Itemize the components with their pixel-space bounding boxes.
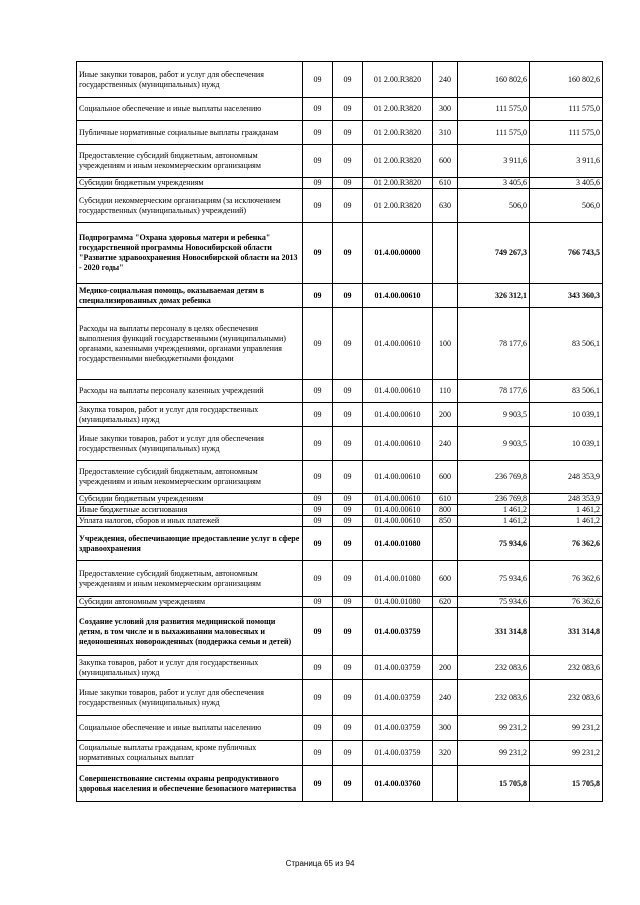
row-sum-year-2: 232 083,6 [530,656,603,680]
row-sum-year-1: 326 312,1 [458,284,530,308]
row-sum-year-2: 99 231,2 [530,741,603,766]
row-expense-type [433,527,458,561]
row-target-article: 01.4.00.00610 [363,505,433,516]
row-sum-year-2: 10 039,1 [530,427,603,461]
row-expense-type [433,284,458,308]
row-expense-type: 610 [433,494,458,505]
row-subsection: 09 [333,656,363,680]
row-sum-year-1: 75 934,6 [458,527,530,561]
row-subsection: 09 [333,516,363,527]
row-name: Иные бюджетные ассигнования [77,505,303,516]
row-sum-year-1: 111 575,0 [458,121,530,145]
row-sum-year-2: 1 461,2 [530,505,603,516]
row-target-article: 01.4.00.03759 [363,716,433,741]
row-section: 09 [303,656,333,680]
row-name: Закупка товаров, работ и услуг для государственных (муниципальных) нужд [77,656,303,680]
row-sum-year-1: 331 314,8 [458,608,530,656]
row-sum-year-1: 78 177,6 [458,380,530,403]
table-body [77,62,603,802]
row-section: 09 [303,284,333,308]
row-subsection: 09 [333,308,363,380]
row-expense-type: 600 [433,461,458,494]
table-row [77,189,603,223]
row-subsection: 09 [333,223,363,284]
row-expense-type: 310 [433,121,458,145]
row-sum-year-1: 236 769,8 [458,494,530,505]
row-sum-year-2: 10 039,1 [530,403,603,427]
row-expense-type: 320 [433,741,458,766]
row-section: 09 [303,145,333,178]
table-row [77,656,603,680]
row-sum-year-1: 3 911,6 [458,145,530,178]
row-expense-type: 850 [433,516,458,527]
table-row [77,766,603,802]
row-section: 09 [303,380,333,403]
row-name: Предоставление субсидий бюджетным, автономным учреждениям и иным некоммерческим организациям [77,461,303,494]
row-subsection: 09 [333,597,363,608]
row-name: Иные закупки товаров, работ и услуг для обеспечения государственных (муниципальных) нужд [77,62,303,98]
row-section: 09 [303,494,333,505]
row-sum-year-1: 99 231,2 [458,741,530,766]
table-row [77,741,603,766]
row-sum-year-2: 111 575,0 [530,121,603,145]
row-subsection: 09 [333,427,363,461]
row-sum-year-1: 232 083,6 [458,656,530,680]
row-sum-year-2: 506,0 [530,189,603,223]
table-row [77,505,603,516]
row-name: Подпрограмма "Охрана здоровья матери и ребенка" государственной программы Новосибирской области "Развитие здравоохранения Новосибирской области на 2013 - 2020 годы" [77,223,303,284]
row-section: 09 [303,527,333,561]
row-subsection: 09 [333,716,363,741]
row-sum-year-2: 76 362,6 [530,561,603,597]
row-target-article: 01 2.00.R3820 [363,98,433,121]
table-row [77,284,603,308]
row-sum-year-1: 506,0 [458,189,530,223]
table-row [77,516,603,527]
row-subsection: 09 [333,403,363,427]
row-section: 09 [303,178,333,189]
row-subsection: 09 [333,178,363,189]
row-target-article: 01 2.00.R3820 [363,62,433,98]
row-sum-year-2: 331 314,8 [530,608,603,656]
row-sum-year-1: 75 934,6 [458,597,530,608]
row-expense-type: 610 [433,178,458,189]
row-subsection: 09 [333,505,363,516]
table-row [77,62,603,98]
row-sum-year-2: 766 743,5 [530,223,603,284]
row-target-article: 01.4.00.01080 [363,527,433,561]
row-subsection: 09 [333,121,363,145]
row-expense-type: 600 [433,561,458,597]
budget-table [76,61,603,802]
row-name: Субсидии бюджетным учреждениям [77,494,303,505]
table-row [77,308,603,380]
row-section: 09 [303,403,333,427]
row-target-article: 01.4.00.00610 [363,403,433,427]
row-name: Расходы на выплаты персоналу в целях обеспечения выполнения функций государственными (муниципальными) органами, казенными учреждениями, органами управления государственными внебюджетными фондами [77,308,303,380]
row-sum-year-1: 1 461,2 [458,516,530,527]
row-expense-type: 200 [433,656,458,680]
row-section: 09 [303,516,333,527]
row-sum-year-2: 248 353,9 [530,494,603,505]
row-target-article: 01 2.00.R3820 [363,145,433,178]
row-sum-year-1: 236 769,8 [458,461,530,494]
row-name: Субсидии некоммерческим организациям (за исключением государственных (муниципальных) учреждений) [77,189,303,223]
row-expense-type: 100 [433,308,458,380]
table-row [77,380,603,403]
row-subsection: 09 [333,461,363,494]
row-section: 09 [303,716,333,741]
page-number: Страница 65 из 94 [285,859,355,868]
table-row [77,680,603,716]
row-sum-year-1: 78 177,6 [458,308,530,380]
row-target-article: 01.4.00.01080 [363,597,433,608]
row-sum-year-2: 76 362,6 [530,527,603,561]
row-name: Создание условий для развития медицинской помощи детям, в том числе и в выхаживании маловесных и недоношенных новорожденных (поддержка семьи и детей) [77,608,303,656]
row-section: 09 [303,597,333,608]
row-sum-year-1: 1 461,2 [458,505,530,516]
row-target-article: 01 2.00.R3820 [363,121,433,145]
row-name: Социальное обеспечение и иные выплаты населению [77,98,303,121]
row-subsection: 09 [333,741,363,766]
row-target-article: 01.4.00.00000 [363,223,433,284]
row-sum-year-2: 248 353,9 [530,461,603,494]
row-expense-type: 240 [433,62,458,98]
row-expense-type: 800 [433,505,458,516]
row-target-article: 01.4.00.00610 [363,284,433,308]
row-expense-type: 600 [433,145,458,178]
table-row [77,403,603,427]
row-target-article: 01.4.00.01080 [363,561,433,597]
table-row [77,98,603,121]
row-sum-year-2: 3 911,6 [530,145,603,178]
row-subsection: 09 [333,561,363,597]
row-expense-type: 240 [433,427,458,461]
row-expense-type: 300 [433,98,458,121]
row-sum-year-2: 99 231,2 [530,716,603,741]
table-row [77,716,603,741]
row-target-article: 01.4.00.00610 [363,494,433,505]
table-row [77,561,603,597]
table-row [77,494,603,505]
row-subsection: 09 [333,145,363,178]
row-section: 09 [303,505,333,516]
row-section: 09 [303,189,333,223]
row-section: 09 [303,766,333,802]
row-expense-type [433,766,458,802]
table-row [77,121,603,145]
row-sum-year-2: 15 705,8 [530,766,603,802]
row-target-article: 01.4.00.03759 [363,656,433,680]
row-target-article: 01.4.00.00610 [363,427,433,461]
row-subsection: 09 [333,380,363,403]
row-name: Субсидии автономным учреждениям [77,597,303,608]
row-sum-year-1: 111 575,0 [458,98,530,121]
row-subsection: 09 [333,527,363,561]
table-row [77,178,603,189]
row-target-article: 01.4.00.03759 [363,608,433,656]
row-sum-year-1: 9 903,5 [458,403,530,427]
row-target-article: 01.4.00.00610 [363,380,433,403]
row-name: Учреждения, обеспечивающие предоставление услуг в сфере здравоохранения [77,527,303,561]
row-expense-type: 240 [433,680,458,716]
row-sum-year-2: 160 802,6 [530,62,603,98]
row-name: Предоставление субсидий бюджетным, автономным учреждениям и иным некоммерческим организациям [77,145,303,178]
row-expense-type: 620 [433,597,458,608]
row-subsection: 09 [333,189,363,223]
row-subsection: 09 [333,608,363,656]
row-target-article: 01.4.00.00610 [363,516,433,527]
row-subsection: 09 [333,98,363,121]
row-expense-type: 110 [433,380,458,403]
table-row [77,223,603,284]
row-sum-year-2: 1 461,2 [530,516,603,527]
table-row [77,597,603,608]
row-section: 09 [303,741,333,766]
row-section: 09 [303,608,333,656]
row-sum-year-2: 76 362,6 [530,597,603,608]
row-expense-type [433,608,458,656]
row-section: 09 [303,62,333,98]
table-row [77,461,603,494]
row-name: Публичные нормативные социальные выплаты гражданам [77,121,303,145]
row-sum-year-2: 232 083,6 [530,680,603,716]
row-name: Медико-социальная помощь, оказываемая детям в специализированных домах ребенка [77,284,303,308]
row-target-article: 01.4.00.03759 [363,741,433,766]
row-sum-year-1: 232 083,6 [458,680,530,716]
row-sum-year-2: 111 575,0 [530,98,603,121]
row-sum-year-2: 343 360,3 [530,284,603,308]
row-target-article: 01.4.00.03760 [363,766,433,802]
row-subsection: 09 [333,680,363,716]
row-section: 09 [303,308,333,380]
row-section: 09 [303,223,333,284]
row-subsection: 09 [333,494,363,505]
row-sum-year-2: 83 506,1 [530,308,603,380]
row-name: Закупка товаров, работ и услуг для государственных (муниципальных) нужд [77,403,303,427]
row-expense-type: 630 [433,189,458,223]
row-name: Совершенствование системы охраны репродуктивного здоровья населения и обеспечение безопасного материнства [77,766,303,802]
row-target-article: 01.4.00.00610 [363,308,433,380]
row-expense-type: 300 [433,716,458,741]
row-sum-year-1: 75 934,6 [458,561,530,597]
row-subsection: 09 [333,62,363,98]
row-sum-year-1: 9 903,5 [458,427,530,461]
row-sum-year-2: 3 405,6 [530,178,603,189]
row-sum-year-1: 99 231,2 [458,716,530,741]
row-subsection: 09 [333,284,363,308]
table-row [77,145,603,178]
table-row [77,608,603,656]
row-name: Социальные выплаты гражданам, кроме публичных нормативных социальных выплат [77,741,303,766]
row-name: Уплата налогов, сборов и иных платежей [77,516,303,527]
row-sum-year-1: 749 267,3 [458,223,530,284]
row-sum-year-1: 15 705,8 [458,766,530,802]
row-target-article: 01.4.00.00610 [363,461,433,494]
row-section: 09 [303,98,333,121]
row-sum-year-2: 83 506,1 [530,380,603,403]
table-row [77,427,603,461]
row-subsection: 09 [333,766,363,802]
row-section: 09 [303,427,333,461]
row-sum-year-1: 160 802,6 [458,62,530,98]
row-section: 09 [303,121,333,145]
row-name: Иные закупки товаров, работ и услуг для обеспечения государственных (муниципальных) нужд [77,427,303,461]
row-target-article: 01 2.00.R3820 [363,189,433,223]
row-name: Предоставление субсидий бюджетным, автономным учреждениям и иным некоммерческим организациям [77,561,303,597]
row-name: Социальное обеспечение и иные выплаты населению [77,716,303,741]
row-target-article: 01 2.00.R3820 [363,178,433,189]
table-row [77,527,603,561]
row-section: 09 [303,461,333,494]
row-target-article: 01.4.00.03759 [363,680,433,716]
row-name: Иные закупки товаров, работ и услуг для обеспечения государственных (муниципальных) нужд [77,680,303,716]
row-section: 09 [303,561,333,597]
row-name: Субсидии бюджетным учреждениям [77,178,303,189]
row-expense-type [433,223,458,284]
row-expense-type: 200 [433,403,458,427]
row-sum-year-1: 3 405,6 [458,178,530,189]
row-section: 09 [303,680,333,716]
row-name: Расходы на выплаты персоналу казенных учреждений [77,380,303,403]
